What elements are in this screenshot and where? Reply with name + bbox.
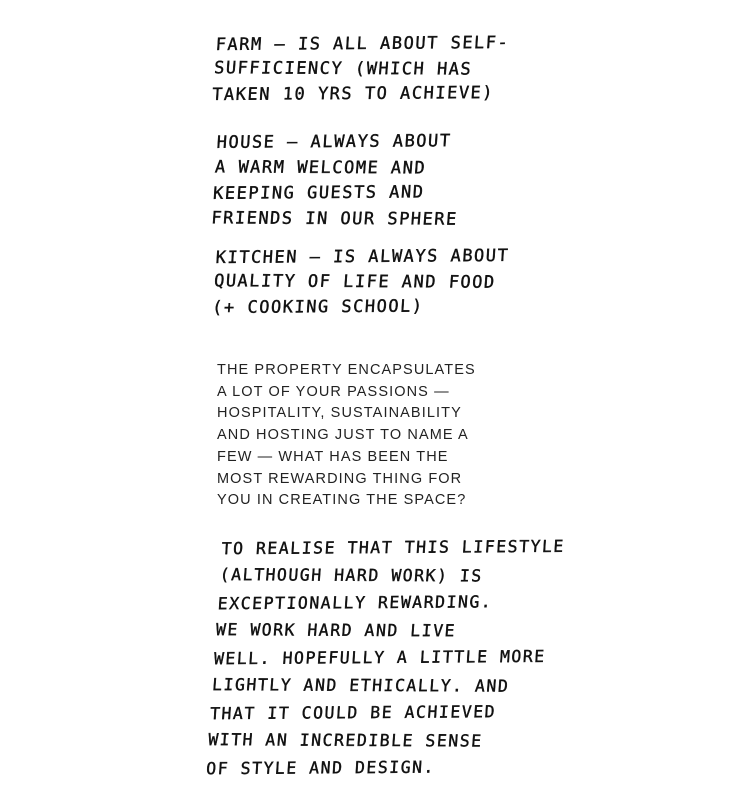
interview-question xyxy=(217,360,476,512)
answer-line: LIGHTLY AND ETHICALLY. AND xyxy=(211,674,511,696)
question-line: FEW — WHAT HAS BEEN THE xyxy=(217,448,449,465)
answer-line: EXCEPTIONALLY REWARDING. xyxy=(217,592,493,614)
note-line: KITCHEN – IS ALWAYS ABOUT xyxy=(215,245,510,269)
question-line: MOST REWARDING THING FOR xyxy=(217,470,463,487)
question-line: YOU IN CREATING THE SPACE? xyxy=(217,492,467,509)
question-line: THE PROPERTY ENCAPSULATES xyxy=(217,362,476,378)
answer-line: TO REALISE THAT THIS LIFESTYLE xyxy=(221,536,566,559)
handwritten-answer xyxy=(205,534,565,782)
note-line: SUFFICIENCY (WHICH HAS xyxy=(213,58,473,80)
note-line: QUALITY OF LIFE AND FOOD xyxy=(213,271,497,293)
note-line: (+ COOKING SCHOOL) xyxy=(211,296,425,319)
note-line: FRIENDS IN OUR SPHERE xyxy=(210,207,459,230)
note-line: A WARM WELCOME AND xyxy=(214,156,427,178)
handwritten-note-house xyxy=(210,130,464,232)
note-line: TAKEN 10 YRS TO ACHIEVE) xyxy=(211,83,495,106)
answer-line: THAT IT COULD BE ACHIEVED xyxy=(209,702,497,724)
handwritten-note-kitchen xyxy=(211,245,510,320)
question-line: HOSPITALITY, SUSTAINABILITY xyxy=(217,405,462,422)
note-line: FARM – IS ALL ABOUT SELF- xyxy=(215,32,510,56)
note-line: KEEPING GUESTS AND xyxy=(212,182,426,204)
handwritten-note-farm xyxy=(211,32,510,107)
question-line: A LOT OF YOUR PASSIONS — xyxy=(217,383,450,400)
answer-line: WELL. HOPEFULLY A LITTLE MORE xyxy=(213,646,547,669)
answer-line: OF STYLE AND DESIGN. xyxy=(205,757,436,779)
note-line: HOUSE – ALWAYS ABOUT xyxy=(216,131,453,153)
question-line: AND HOSTING JUST TO NAME A xyxy=(217,427,469,444)
answer-line: (ALTHOUGH HARD WORK) IS xyxy=(219,564,484,585)
answer-line: WITH AN INCREDIBLE SENSE xyxy=(207,729,484,751)
answer-line: WE WORK HARD AND LIVE xyxy=(215,619,457,640)
